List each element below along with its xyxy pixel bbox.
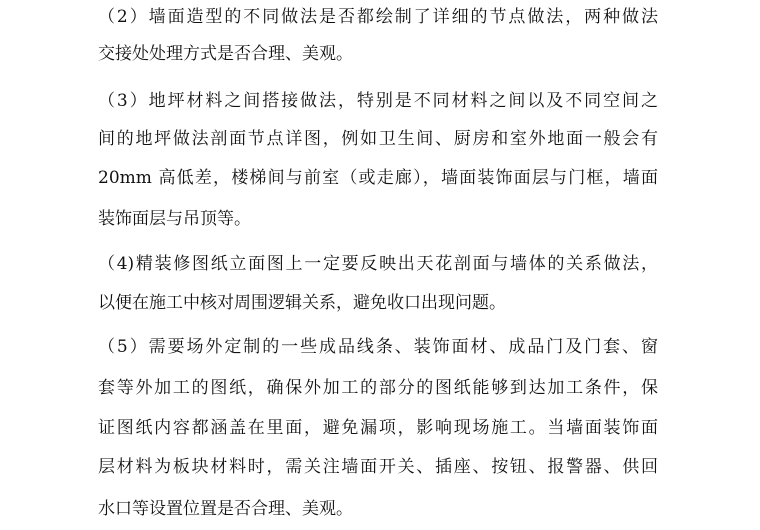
paragraph-5-line-1: （5）需要场外定制的一些成品线条、装饰面材、成品门及门套、窗 [98, 337, 658, 357]
paragraph-4-line-2: 以便在施工中核对周围逻辑关系，避免收口出现问题。 [98, 293, 506, 313]
paragraph-2-line-1: （2）墙面造型的不同做法是否都绘制了详细的节点做法，两种做法 [98, 7, 658, 27]
paragraph-4-line-1: （4)精装修图纸立面图上一定要反映出天花剖面与墙体的关系做法， [98, 254, 658, 274]
paragraph-3-line-1: （3）地坪材料之间搭接做法，特别是不同材料之间以及不同空间之 [98, 91, 658, 111]
paragraph-3-line-4: 装饰面层与吊顶等。 [98, 209, 251, 229]
paragraph-5-line-5: 水口等设置位置是否合理、美观。 [98, 499, 353, 519]
paragraph-5-line-4: 层材料为板块材料时，需关注墙面开关、插座、按钮、报警器、供回 [98, 457, 658, 477]
paragraph-5-line-3: 证图纸内容都涵盖在里面，避免漏项，影响现场施工。当墙面装饰面 [98, 418, 658, 438]
paragraph-2-line-2: 交接处处理方式是否合理、美观。 [98, 44, 353, 64]
paragraph-3-line-2: 间的地坪做法剖面节点详图，例如卫生间、厨房和室外地面一般会有 [98, 129, 658, 149]
paragraph-3-line-3: 20mm 高低差，楼梯间与前室（或走廊），墙面装饰面层与门框，墙面 [98, 168, 658, 188]
paragraph-5-line-2: 套等外加工的图纸，确保外加工的部分的图纸能够到达加工条件，保 [98, 378, 658, 398]
